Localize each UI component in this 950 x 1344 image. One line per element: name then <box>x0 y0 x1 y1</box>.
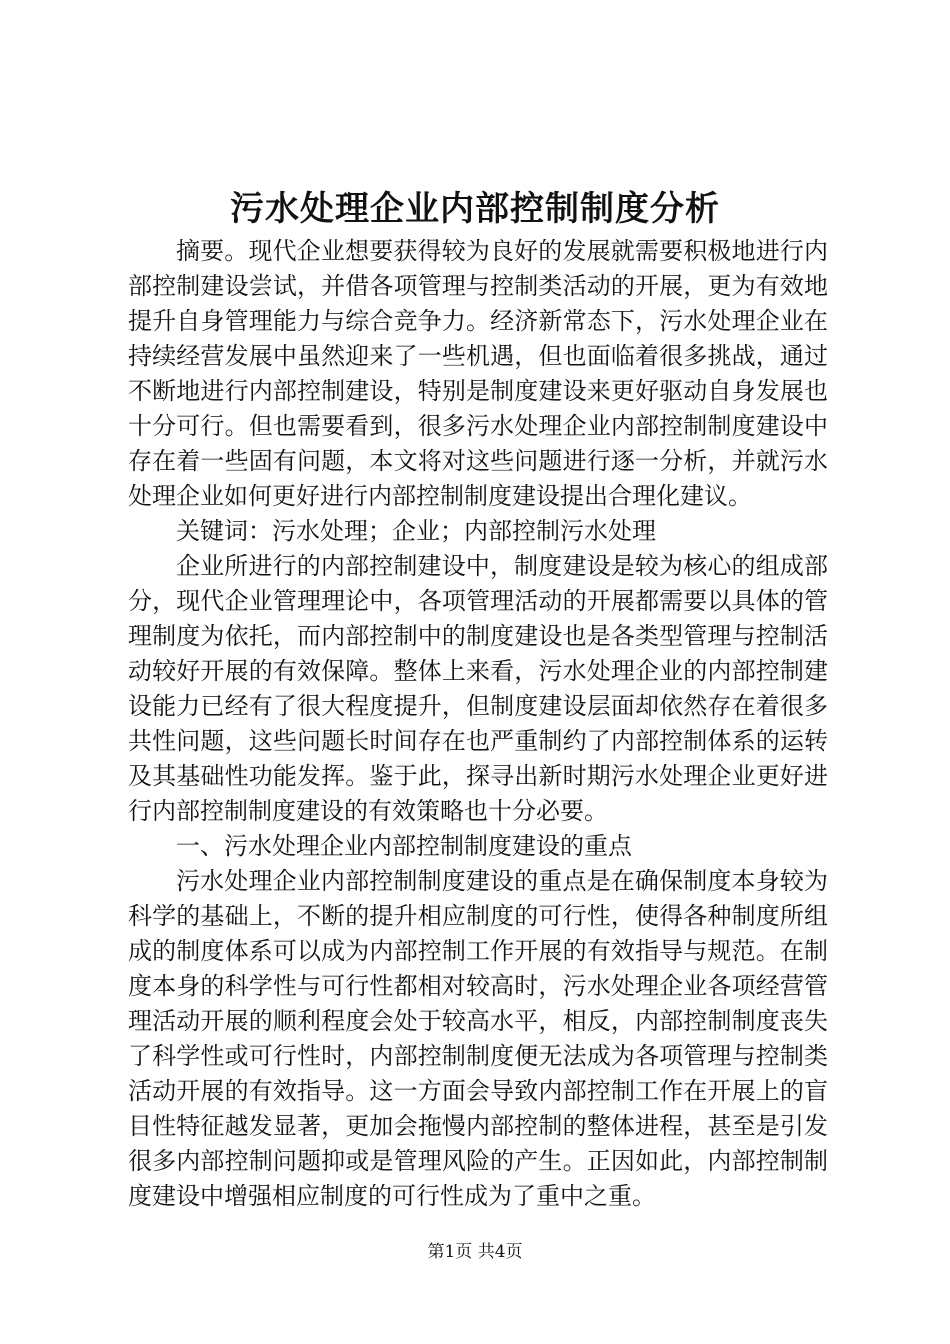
intro-paragraph: 企业所进行的内部控制建设中，制度建设是较为核心的组成部分，现代企业管理理论中，各项管理活动的开展都需要以具体的管理制度为依托，而内部控制中的制度建设也是各类型管理与控制活动较好开展的有效保障。整体上来看，污水处理企业的内部控制建设能力已经有了很大程度提升，但制度建设层面却依然存在着很多共性问题，这些问题长时间存在也严重制约了内部控制体系的运转及其基础性功能发挥。鉴于此，探寻出新时期污水处理企业更好进行内部控制制度建设的有效策略也十分必要。 <box>128 552 828 825</box>
page-number-footer: 第1页 共4页 <box>427 1242 523 1262</box>
keywords-paragraph: 关键词：污水处理；企业；内部控制污水处理 <box>176 517 656 545</box>
section-heading: 一、污水处理企业内部控制制度建设的重点 <box>176 832 632 860</box>
document-title: 污水处理企业内部控制制度分析 <box>230 189 720 229</box>
abstract-paragraph: 摘要。现代企业想要获得较为良好的发展就需要积极地进行内部控制建设尝试，并借各项管理与控制类活动的开展，更为有效地提升自身管理能力与综合竞争力。经济新常态下，污水处理企业在持续经营发展中虽然迎来了一些机遇，但也面临着很多挑战，通过不断地进行内部控制建设，特别是制度建设来更好驱动自身发展也十分可行。但也需要看到，很多污水处理企业内部控制制度建设中存在着一些固有问题，本文将对这些问题进行逐一分析，并就污水处理企业如何更好进行内部控制制度建设提出合理化建议。 <box>128 237 828 510</box>
document-body <box>128 234 828 1214</box>
section-paragraph: 污水处理企业内部控制制度建设的重点是在确保制度本身较为科学的基础上，不断的提升相应制度的可行性，使得各种制度所组成的制度体系可以成为内部控制工作开展的有效指导与规范。在制度本身的科学性与可行性都相对较高时，污水处理企业各项经营管理活动开展的顺利程度会处于较高水平，相反，内部控制制度丧失了科学性或可行性时，内部控制制度便无法成为各项管理与控制类活动开展的有效指导。这一方面会导致内部控制工作在开展上的盲目性特征越发显著，更加会拖慢内部控制的整体进程，甚至是引发很多内部控制问题抑或是管理风险的产生。正因如此，内部控制制度建设中增强相应制度的可行性成为了重中之重。 <box>128 867 828 1210</box>
